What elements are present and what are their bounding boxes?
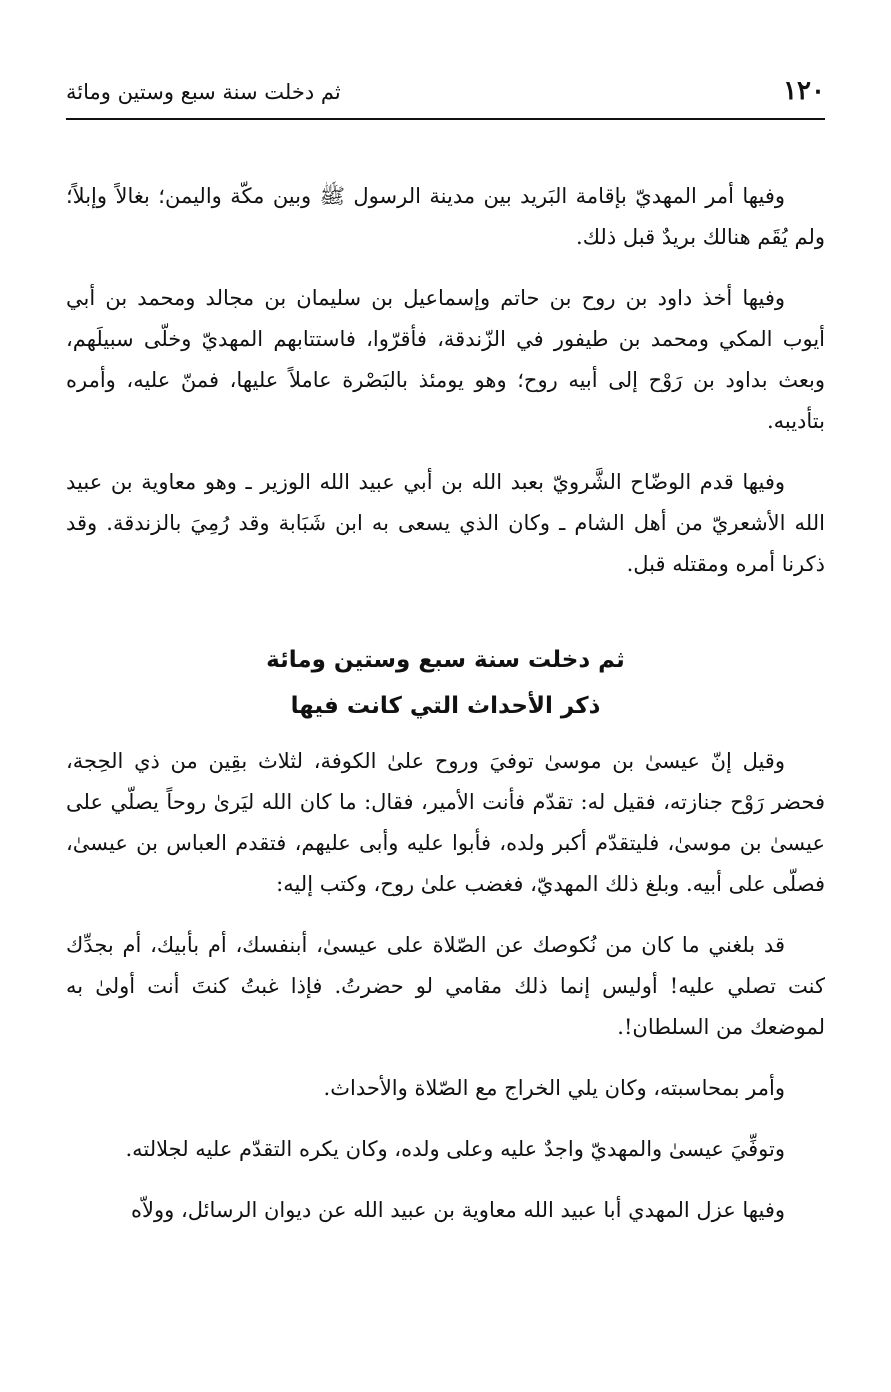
paragraph-3: وفيها قدم الوضّاح الشَّرويّ بعبد الله بن أبي عبيد الله الوزير ـ وهو معاوية بن عبيد الله الأشعريّ من أهل الشام ـ وكان الذي يسعى به ابن شَبَابة وقد رُمِيَ بالزندقة. وقد ذكرنا أمره ومقتله قبل.	[66, 470, 825, 576]
section-title: ثم دخلت سنة سبع وستين ومائة	[266, 647, 625, 673]
paragraph-1: وفيها أمر المهديّ بإقامة البَريد بين مدينة الرسول ﷺ وبين مكّة واليمن؛ بغالاً وإبلاً؛ ولم يُقَم هنالك بريدٌ قبل ذلك.	[66, 184, 825, 249]
paragraph-2: وفيها أخذ داود بن روح بن حاتم وإسماعيل بن سليمان بن مجالد ومحمد بن أبي أيوب المكي ومحمد بن طيفور في الزّندقة، فأقرّوا، فاستتابهم المهديّ وخلّى سبيلَهم، وبعث بداود بن رَوْح إلى أبيه روح؛ وهو يومئذ بالبَصْرة عاملاً عليها، فمنّ عليه، وأمره بتأديبه.	[66, 286, 825, 433]
page-body	[66, 176, 825, 1251]
running-title: ثم دخلت سنة سبع وستين ومائة	[66, 80, 341, 104]
page-number: ١٢٠	[783, 76, 825, 106]
paragraph-4: وقيل إنّ عيسىٰ بن موسىٰ توفيَ وروح علىٰ الكوفة، لثلاث بقِين من ذي الحِجة، فحضر رَوْح جنازته، فقيل له: تقدّم فأنت الأمير، فقال: ما كان الله ليَرىٰ روحاً يصلّي على عيسىٰ بن موسىٰ، فليتقدّم أكبر ولده، فأبوا عليه وأبى عليهم، فتقدم العباس بن عيسىٰ، فصلّى على أبيه. وبلغ ذلك المهديّ، فغضب علىٰ روح، وكتب إليه:	[66, 749, 825, 896]
paragraph-5: قد بلغني ما كان من نُكوصك عن الصّلاة على عيسىٰ، أبنفسك، أم بأبيك، أم بجدِّك كنت تصلي عليه! أوليس إنما ذلك مقامي لو حضرتُ. فإذا غبتُ كنتَ أنت أولىٰ به لموضعك من السلطان!.	[66, 933, 825, 1039]
section-subtitle: ذكر الأحداث التي كانت فيها	[290, 693, 601, 719]
paragraph-8: وفيها عزل المهدي أبا عبيد الله معاوية بن عبيد الله عن ديوان الرسائل، وولاّه	[131, 1198, 785, 1222]
page-header	[66, 68, 825, 120]
section-headings	[66, 637, 825, 729]
paragraph-6: وأمر بمحاسبته، وكان يلي الخراج مع الصّلاة والأحداث.	[323, 1076, 785, 1100]
paragraph-7: وتوفِّيَ عيسىٰ والمهديّ واجدٌ عليه وعلى ولده، وكان يكره التقدّم عليه لجلالته.	[125, 1137, 785, 1161]
